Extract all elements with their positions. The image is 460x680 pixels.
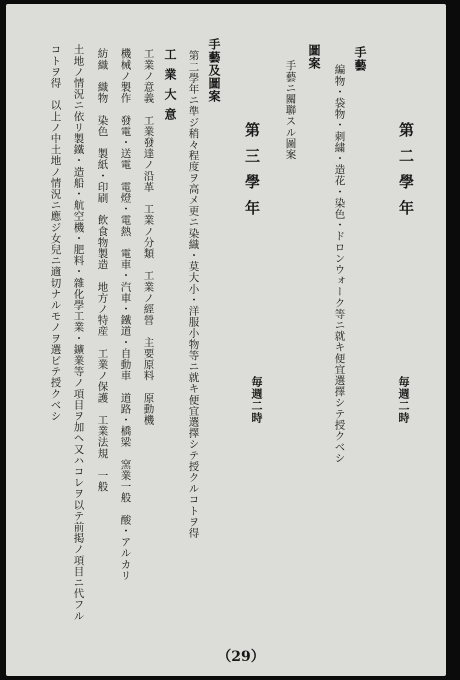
document-page: [6, 4, 446, 676]
grade-2-title: 第二學年: [397, 122, 415, 226]
grade-2-design-heading: 圖案: [307, 44, 321, 70]
grade-3-title: 第三學年: [243, 122, 261, 226]
grade-2-hours: 毎週二時: [397, 376, 410, 424]
industry-line: 土地ノ情況ニ依リ製鐵・造船・航空機・肥料・雜化學工業・鑛業等ノ項目ヲ加ヘ又ハコレヲ以テ前掲ノ項目ニ代フル: [72, 44, 85, 622]
industry-line: コトヲ得 以上ノ中土地ノ情況ニ應ジ女兒ニ適切ナルモノヲ選ビテ授クベシ: [49, 44, 62, 422]
industry-line: 工業ノ意義 工業發達ノ沿革 工業ノ分類 工業ノ經營 主要原料 原動機: [142, 48, 155, 426]
grade-2-handicraft-heading: 手藝: [353, 46, 367, 72]
page-number: （29）: [217, 649, 265, 665]
industry-line: 紡織 織物 染色 製紙・印刷 飲食物製造 地方ノ特産 工業ノ保護 工業法規 一般: [96, 48, 109, 492]
grade-3-industry-heading: 工業大意: [163, 48, 177, 128]
industry-line: 機械ノ製作 發電・送電 電燈・電熱 電車・汽車・鐵道・自動車 道路・橋梁 窯業一般 酸・アルカリ: [119, 48, 132, 581]
grade-3-handicraft-text: 第二學年ニ準ジ稍々程度ヲ高メ更ニ染織・莫大小・洋服小物等ニ就キ便宜選擇シテ授クルコトヲ得: [187, 50, 200, 539]
grade-2-handicraft-text: 編物・袋物・刺繍・造花・染色・ドロンウォーク等ニ就キ便宜選擇シテ授クベシ: [333, 64, 346, 464]
grade-3-handicraft-design-heading: 手藝及圖案: [207, 38, 221, 103]
grade-3-hours: 毎週二時: [250, 376, 263, 424]
grade-2-design-text: 手藝ニ關聯スル圖案: [284, 60, 297, 160]
